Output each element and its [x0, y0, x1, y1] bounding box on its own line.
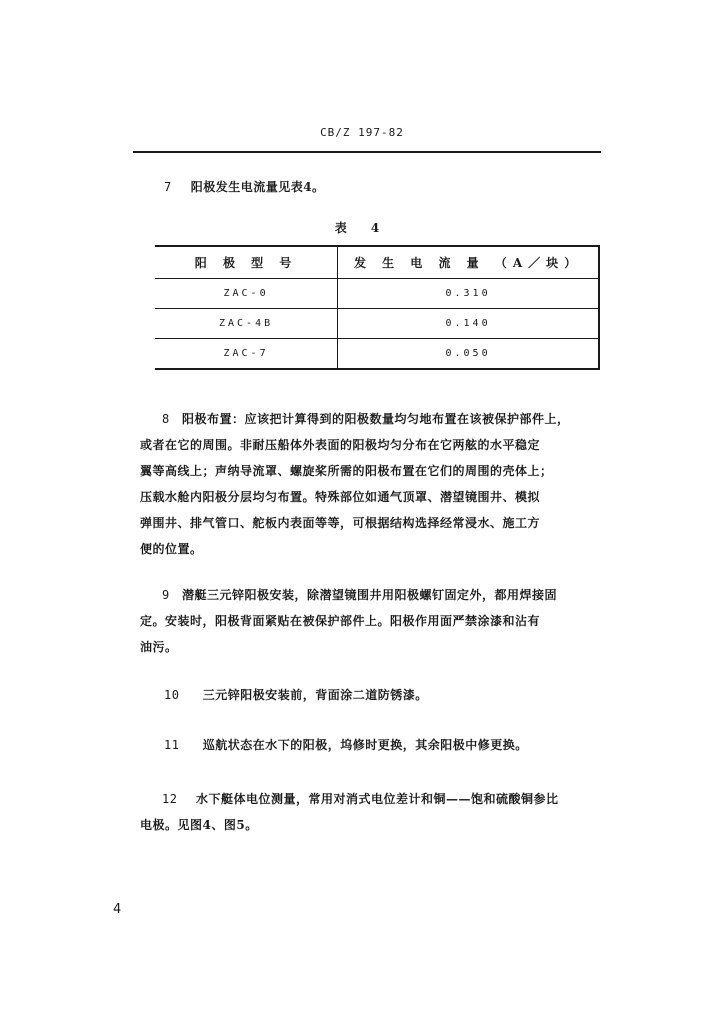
section-number: 12 — [162, 792, 178, 806]
section-text: 阳极发生电流量见表4。 — [190, 180, 325, 194]
section-10 — [164, 682, 604, 708]
section-number: 9 — [162, 588, 170, 602]
section-line: 压载水舱内阳极分层均匀布置。特殊部位如通气顶罩、潜望镜围井、模拟 — [140, 490, 541, 504]
cell-model: ZAC-4B — [155, 309, 338, 339]
cell-model: ZAC-7 — [155, 339, 338, 370]
section-text-line: 阳极布置：应该把计算得到的阳极数量均匀地布置在该被保护部件上， — [182, 412, 570, 426]
section-line — [162, 582, 607, 608]
section-line: 便的位置。 — [140, 542, 203, 556]
section-7 — [164, 174, 604, 200]
section-text: 巡航状态在水下的阳极，坞修时更换，其余阳极中修更换。 — [202, 738, 528, 752]
column-header-model: 阳 极 型 号 — [155, 246, 338, 279]
section-line: 油污。 — [140, 640, 178, 654]
table-row — [155, 339, 599, 370]
section-8 — [140, 406, 607, 562]
table-header-row — [155, 246, 599, 279]
section-line: 或者在它的周围。非耐压船体外表面的阳极均匀分布在它两舷的水平稳定 — [140, 438, 541, 452]
cell-current: 0.310 — [338, 279, 599, 309]
anode-current-table — [155, 245, 600, 370]
table-caption: 表 4 — [334, 221, 390, 235]
cell-model: ZAC-0 — [155, 279, 338, 309]
column-header-current: 发 生 电 流 量 （A／块） — [338, 246, 599, 279]
cell-current: 0.050 — [338, 339, 599, 370]
table-row — [155, 279, 599, 309]
cell-current: 0.140 — [338, 309, 599, 339]
section-line: 翼等高线上；声纳导流罩、螺旋桨所需的阳极布置在它们的周围的壳体上； — [140, 464, 553, 478]
table-row — [155, 309, 599, 339]
section-text-line: 潜艇三元锌阳极安装，除潜望镜围井用阳极螺钉固定外，都用焊接固 — [182, 588, 558, 602]
section-9 — [140, 582, 607, 660]
section-11 — [164, 732, 604, 758]
section-line: 定。安装时，阳极背面紧贴在被保护部件上。阳极作用面严禁涂漆和沾有 — [140, 614, 541, 628]
page-header-code: CB/Z 197-82 — [320, 126, 404, 139]
section-number: 11 — [164, 738, 180, 752]
section-number: 7 — [164, 180, 172, 194]
section-line — [162, 406, 607, 432]
header-divider — [133, 151, 601, 153]
page-number: 4 — [113, 902, 122, 917]
section-line — [162, 786, 607, 812]
section-line: 弹围井、排气管口、舵板内表面等等，可根据结构选择经常浸水、施工方 — [140, 516, 541, 530]
section-text-line: 水下艇体电位测量，常用对消式电位差计和铜——饱和硫酸铜参比 — [196, 792, 559, 806]
section-text: 三元锌阳极安装前，背面涂二道防锈漆。 — [202, 688, 428, 702]
section-line: 电极。见图4、图5。 — [140, 818, 258, 832]
section-number: 10 — [164, 688, 180, 702]
section-number: 8 — [162, 412, 170, 426]
section-12 — [140, 786, 607, 838]
